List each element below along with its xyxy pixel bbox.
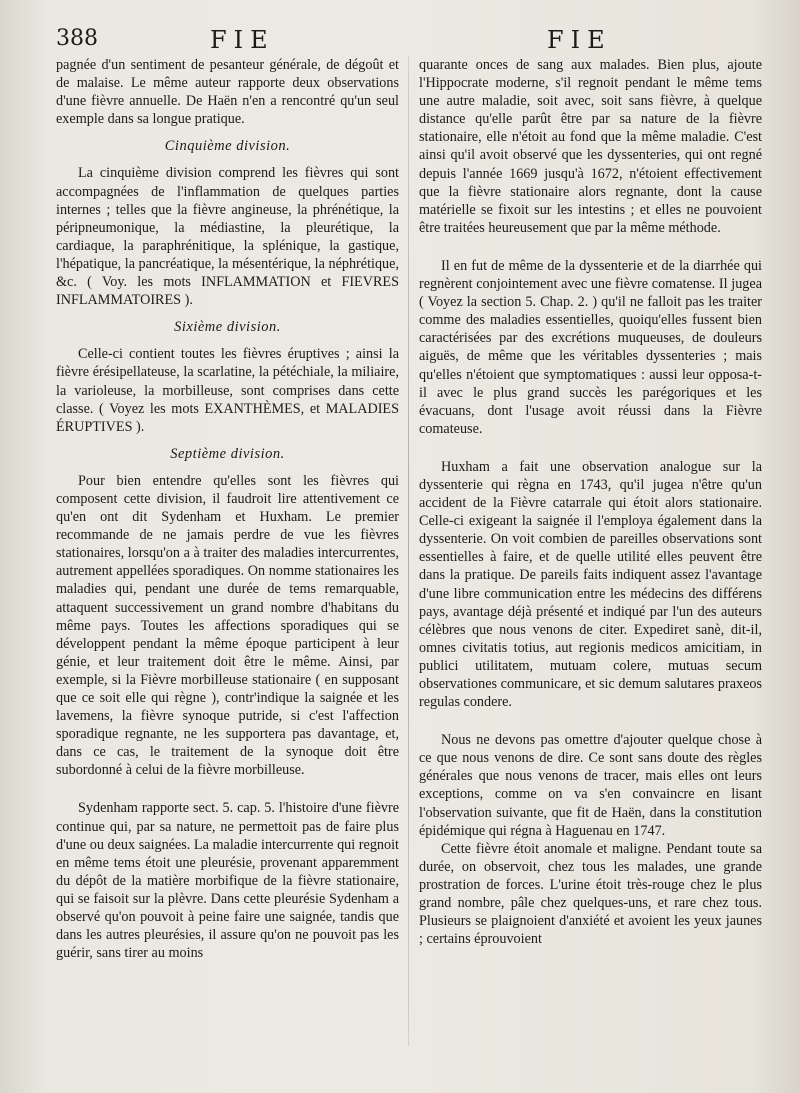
page-number: 388 [56, 26, 98, 51]
left-column [56, 56, 399, 1056]
paragraph-gap [419, 237, 762, 257]
paragraph: quarante onces de sang aux malades. Bien plus, ajoute l'Hippocrate moderne, s'il regnoit pendant le même tems une autre maladie, soit avec, soit sans fièvre, à quelque distance qu'elle parût être par sa nature de la fièvre stationaire, elle n'étoit au fond que la même maladie. C'est ainsi qu'il avoit observé que les dyssenteries, qui ont regné depuis l'année 1669 jusqu'à 1672, n'étoient effectivement que la fièvre stationaire alors regnante, dont la cause matérielle se fixoit sur les intestins ; et elles ne pouvoient être traitées heureusement que par la même méthode. [419, 57, 762, 236]
paragraph: Pour bien entendre qu'elles sont les fièvres qui composent cette division, il faudroit lire attentivement ce qu'en ont dit Sydenham et Huxham. Le premier recommande de ne jamais perdre de vue les fièvres stationaires, lorsqu'on a à traiter des maladies intercurrentes, autrement appellées sporadiques. On nomme stationaires les maladies qui, pendant une durée de tems remarquable, attaquent successivement un grand nombre d'habitans du même pays. Toutes les affections sporadiques qui se développent pendant la même époque participent à leur génie, et leur traitement doit être le même. Ainsi, par exemple, si la Fièvre morbilleuse stationaire ( en supposant que ce soit elle qui règne ), contr'indique la saignée et les lavemens, la fièvre synoque putride, si c'est l'affection sporadique regnante, ne les supportera pas davantage, et, dans ce cas, le traitement de la synoque doit être subordonné à celui de la fièvre morbilleuse. [56, 472, 399, 779]
paragraph: Celle-ci contient toutes les fièvres éruptives ; ainsi la fièvre érésipellateuse, la scarlatine, la pétéchiale, la miliaire, la varioleuse, la morbilleuse, sont comprises dans cette classe. ( Voyez les mots EXANTHÈMES, et MALADIES ÉRUPTIVES ). [56, 346, 399, 435]
paragraph: Cette fièvre étoit anomale et maligne. Pendant toute sa durée, on observoit, chez tous les malades, une grande prostration de forces. L'urine étoit très-rouge chez le plus grand nombre, pâle chez quelques-uns, et rare chez tous. Plusieurs se plaignoient d'anxiété et avoient les yeux jaunes ; certains éprouvoient [419, 840, 762, 948]
page-header [0, 26, 800, 54]
paragraph: Nous ne devons pas omettre d'ajouter quelque chose à ce que nous venons de dire. Ce sont sans doute des règles générales que nous venons de tracer, mais elles ont leurs exceptions, comme on va s'en convaincre en lisant l'observation suivante, que fit de Haën, dans la constitution épidémique qui régna à Haguenau en 1747. [419, 732, 762, 839]
running-head-left: FIE [210, 26, 275, 54]
paragraph-gap [56, 779, 399, 799]
right-column [419, 56, 762, 1056]
paragraph: Il en fut de même de la dyssenterie et de la diarrhée qui regnèrent conjointement avec une fièvre comatense. Il jugea ( Voyez la section 5. Chap. 2. ) qu'il ne falloit pas les traiter comme des maladies essentielles, quoiqu'elles fussent bien caractérisées par des excrétions muqueuses, de douleurs aiguës, de même que les véritables dyssenteries ; mais qu'elles n'étoient que symptomatiques : aussi leur opposa-t-il avec le plus grand succès les parégoriques et les évacuans, dont l'usage avoit réussi dans la Fièvre comateuse. [419, 257, 762, 437]
paragraph-gap [419, 711, 762, 731]
paragraph: Huxham a fait une observation analogue sur la dyssenterie qui règna en 1743, qu'il jugea n'être qu'un accident de la Fièvre catarrale qui étoit alors stationaire. Celle-ci exigeant la saignée il l'employa également dans la dyssenterie. On voit combien de pareilles observations sont essentielles à faire, et de quelle utilité elles peuvent être dans la pratique. De pareils faits indiquent assez l'avantage d'une libre communication entre les médecins des différens pays, avantage déjà présenté et indiqué par l'un des auteurs célèbres que nous venons de citer. Expediret sanè, dit-il, omnes civitatis totius, aut regionis medicos amicitiam, in publici utilitatem, mutuam colere, mutuas secum observationes communicare, et sic demum salutares praxeos regulas condere. [419, 458, 762, 711]
paragraph: La cinquième division comprend les fièvres qui sont accompagnées de l'inflammation de quelques parties internes ; telles que la fièvre angineuse, la phrénétique, la péripneumonique, la médiastine, la pleurétique, la cardiaque, la paraphrénitique, la splénique, la gastique, l'hépatique, la pancréatique, la mésentérique, la néphrétique, &c. ( Voy. les mots INFLAMMATION et FIEVRES INFLAMMATOIRES ). [56, 165, 399, 309]
section-heading: Cinquième division. [164, 138, 291, 155]
paragraph: Sydenham rapporte sect. 5. cap. 5. l'histoire d'une fièvre continue qui, par sa nature, ne permettoit pas de faire plus d'une ou deux saignées. La maladie intercurrente qui regnoit en même tems étoit une pleurésie, provenant apparemment du dépôt de la matière morbifique de la fièvre stationaire, qui se faisoit sur la plèvre. Dans cette pleurésie Sydenham a observé qu'on pouvoit à peine faire une saignée, tandis que dans les autres pleurésies, il assure qu'on ne pouvoit pas les guérir, sans tirer au moins [56, 800, 399, 962]
section-heading: Sixième division. [174, 319, 281, 336]
section-heading: Septième division. [170, 445, 285, 462]
paragraph: pagnée d'un sentiment de pesanteur générale, de dégoût et de malaise. Le même auteur rapporte deux observations d'une fièvre annuelle. De Haën n'en a rencontré qu'un seul exemple dans sa longue pratique. [56, 57, 399, 128]
running-head-right: FIE [547, 26, 612, 54]
paragraph-gap [419, 438, 762, 458]
column-divider [408, 56, 409, 1046]
